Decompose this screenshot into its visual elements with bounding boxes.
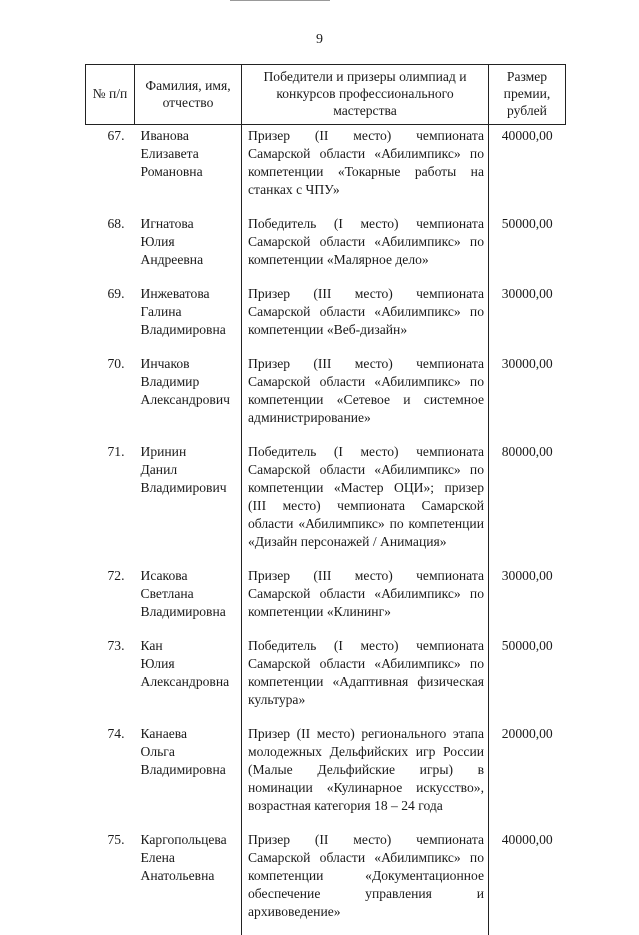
row-number: 71. [86, 441, 135, 565]
scan-artifact-line [230, 0, 330, 1]
row-number: 73. [86, 635, 135, 723]
table-row [86, 829, 566, 935]
row-achievement: Призер (II место) регионального этапа молодежных Дельфийских игр России (Малые Дельфийские игры) в номинации «Кулинарное искусство», возрастная категория 18 – 24 года [242, 723, 489, 829]
page-number: 9 [0, 32, 639, 48]
name-part: Андреевна [141, 251, 242, 269]
row-prize-amount: 30000,00 [489, 565, 566, 635]
row-achievement: Призер (II место) чемпионата Самарской области «Абилимпикс» по компетенции «Документационное обеспечение управления и архивоведение» [242, 829, 489, 935]
row-achievement: Победитель (I место) чемпионата Самарской области «Абилимпикс» по компетенции «Малярное дело» [242, 213, 489, 283]
header-description: Победители и призеры олимпиад и конкурсов профессионального мастерства [242, 65, 489, 125]
name-part: Данил [141, 461, 242, 479]
name-part: Инжеватова [141, 285, 242, 303]
awards-table [85, 64, 566, 935]
name-part: Игнатова [141, 215, 242, 233]
table-header-row [86, 65, 566, 125]
row-full-name [135, 441, 242, 565]
name-part: Романовна [141, 163, 242, 181]
name-part: Владимировна [141, 603, 242, 621]
name-part: Александровна [141, 673, 242, 691]
row-achievement: Победитель (I место) чемпионата Самарской области «Абилимпикс» по компетенции «Мастер ОЦИ»; призер (III место) чемпионата Самарской области «Абилимпикс» по компетенции «Дизайн персонажей / Анимация» [242, 441, 489, 565]
header-prize: Размер премии, рублей [489, 65, 566, 125]
name-part: Александрович [141, 391, 242, 409]
name-part: Елизавета [141, 145, 242, 163]
name-part: Ольга [141, 743, 242, 761]
name-part: Владимировна [141, 761, 242, 779]
row-prize-amount: 80000,00 [489, 441, 566, 565]
row-number: 68. [86, 213, 135, 283]
row-full-name [135, 635, 242, 723]
name-part: Галина [141, 303, 242, 321]
header-name: Фамилия, имя, отчество [135, 65, 242, 125]
row-number: 67. [86, 125, 135, 214]
row-full-name [135, 125, 242, 214]
table-row [86, 565, 566, 635]
row-prize-amount: 20000,00 [489, 723, 566, 829]
name-part: Елена [141, 849, 242, 867]
name-part: Инчаков [141, 355, 242, 373]
row-prize-amount: 30000,00 [489, 353, 566, 441]
name-part: Светлана [141, 585, 242, 603]
row-number: 69. [86, 283, 135, 353]
row-full-name [135, 565, 242, 635]
row-prize-amount: 50000,00 [489, 635, 566, 723]
row-number: 74. [86, 723, 135, 829]
row-achievement: Призер (II место) чемпионата Самарской области «Абилимпикс» по компетенции «Токарные работы на станках с ЧПУ» [242, 125, 489, 214]
name-part: Владимир [141, 373, 242, 391]
row-achievement: Призер (III место) чемпионата Самарской области «Абилимпикс» по компетенции «Веб-дизайн» [242, 283, 489, 353]
row-prize-amount: 40000,00 [489, 125, 566, 214]
row-full-name [135, 829, 242, 935]
name-part: Канаева [141, 725, 242, 743]
table-row [86, 353, 566, 441]
table-row [86, 283, 566, 353]
row-full-name [135, 283, 242, 353]
row-number: 75. [86, 829, 135, 935]
row-number: 72. [86, 565, 135, 635]
table-row [86, 723, 566, 829]
row-achievement: Призер (III место) чемпионата Самарской области «Абилимпикс» по компетенции «Сетевое и системное администрирование» [242, 353, 489, 441]
row-prize-amount: 40000,00 [489, 829, 566, 935]
name-part: Анатольевна [141, 867, 242, 885]
row-achievement: Призер (III место) чемпионата Самарской области «Абилимпикс» по компетенции «Клининг» [242, 565, 489, 635]
row-full-name [135, 213, 242, 283]
row-number: 70. [86, 353, 135, 441]
row-prize-amount: 30000,00 [489, 283, 566, 353]
row-achievement: Победитель (I место) чемпионата Самарской области «Абилимпикс» по компетенции «Адаптивная физическая культура» [242, 635, 489, 723]
name-part: Иринин [141, 443, 242, 461]
table-body [86, 125, 566, 935]
name-part: Владимировна [141, 321, 242, 339]
name-part: Исакова [141, 567, 242, 585]
name-part: Каргопольцева [141, 831, 242, 849]
row-full-name [135, 723, 242, 829]
name-part: Юлия [141, 655, 242, 673]
name-part: Иванова [141, 127, 242, 145]
name-part: Кан [141, 637, 242, 655]
name-part: Владимирович [141, 479, 242, 497]
table-row [86, 441, 566, 565]
row-full-name [135, 353, 242, 441]
row-prize-amount: 50000,00 [489, 213, 566, 283]
header-num: № п/п [86, 65, 135, 125]
name-part: Юлия [141, 233, 242, 251]
table-row [86, 213, 566, 283]
table-row [86, 125, 566, 214]
table-row [86, 635, 566, 723]
